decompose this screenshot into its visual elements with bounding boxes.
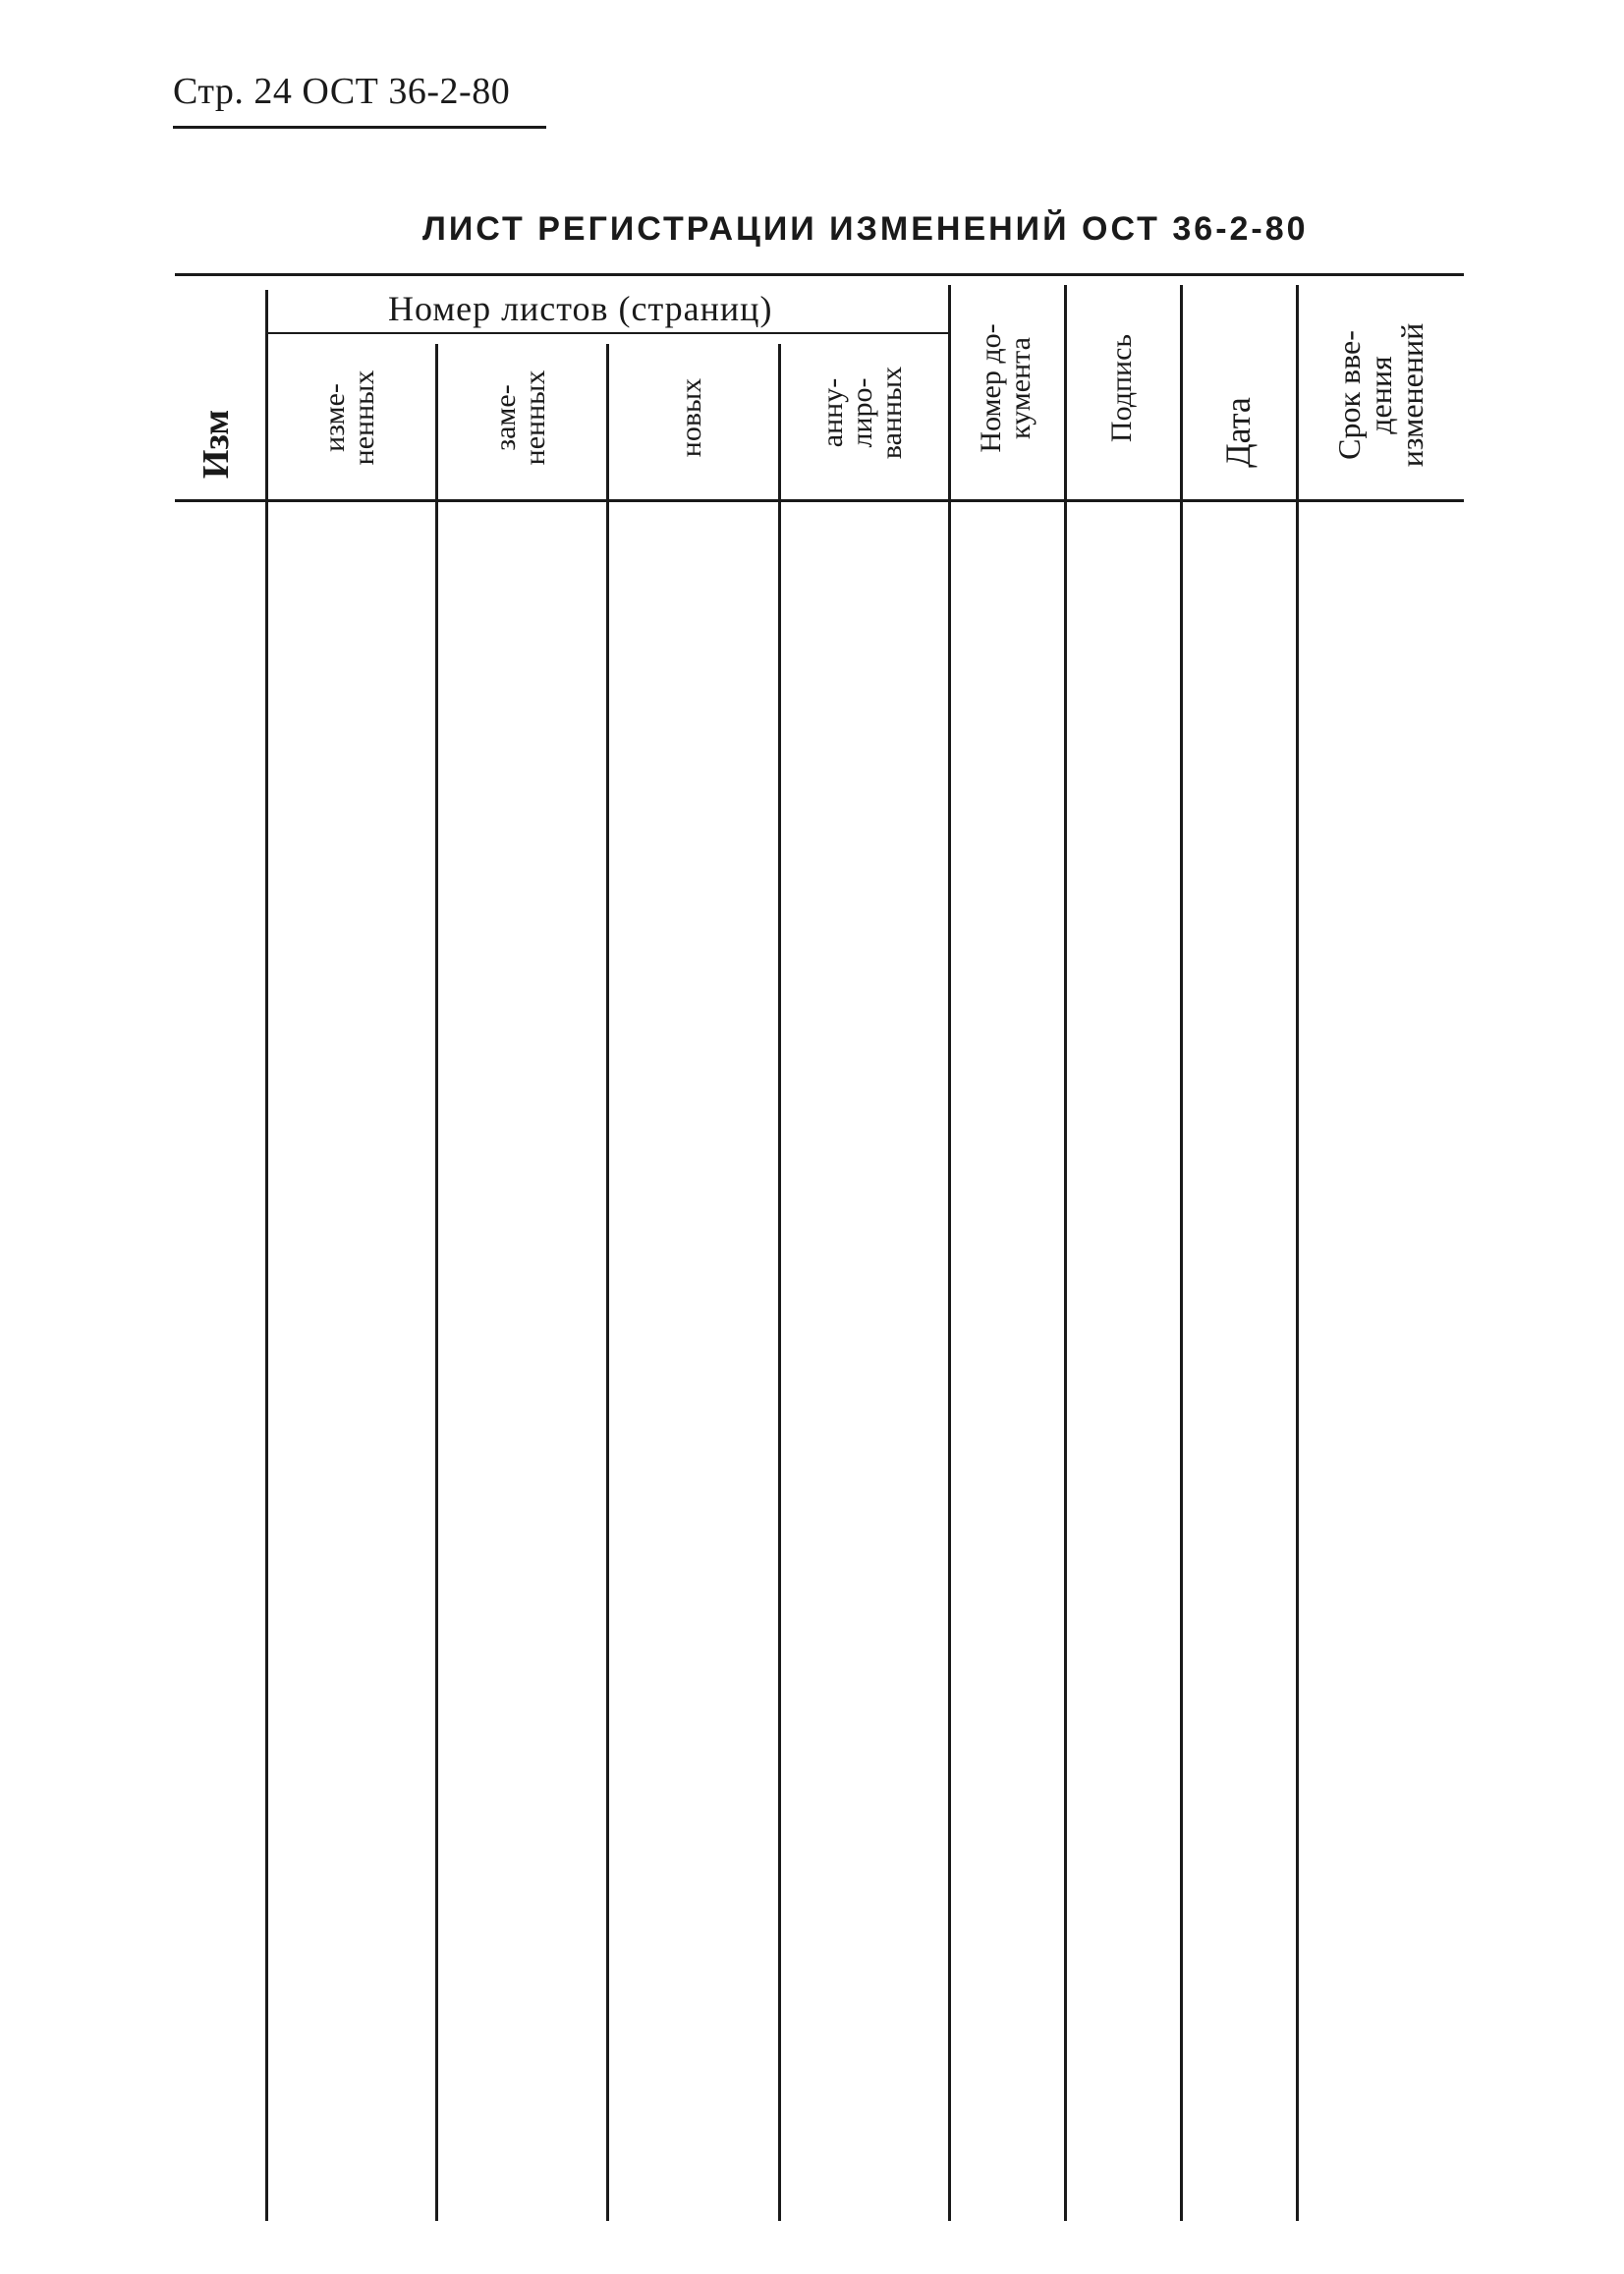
column-divider-7: [1180, 285, 1183, 2221]
header-bottom-rule: [175, 499, 1464, 502]
column-header-effective-date: Срок вве- дения изменений: [1331, 322, 1429, 468]
column-divider-4: [778, 344, 781, 2221]
page-header: Стр. 24 ОСТ 36-2-80: [173, 71, 511, 112]
column-header-document-number: Номер до- кумента: [975, 323, 1036, 453]
column-divider-6: [1064, 285, 1067, 2221]
table-top-rule: [175, 273, 1464, 276]
column-header-annulled: анну- лиро- ванных: [816, 366, 908, 460]
column-divider-2: [435, 344, 438, 2221]
column-header-change: Изм: [196, 409, 237, 480]
pages-group-header: Номер листов (страниц): [388, 289, 773, 328]
column-divider-1: [265, 290, 268, 2221]
column-header-new: новых: [675, 377, 707, 458]
column-header-date: Дата: [1218, 397, 1258, 468]
column-header-replaced: заме- ненных: [489, 370, 551, 466]
group-header-rule: [267, 332, 950, 334]
column-divider-3: [606, 344, 609, 2221]
column-header-changed: изме- ненных: [318, 370, 380, 466]
column-header-signature: Подпись: [1105, 333, 1138, 443]
column-divider-8: [1296, 285, 1299, 2221]
page-header-rule: [173, 126, 546, 129]
sheet-title: ЛИСТ РЕГИСТРАЦИИ ИЗМЕНЕНИЙ ОСТ 36-2-80: [422, 210, 1309, 248]
column-divider-5: [948, 285, 951, 2221]
